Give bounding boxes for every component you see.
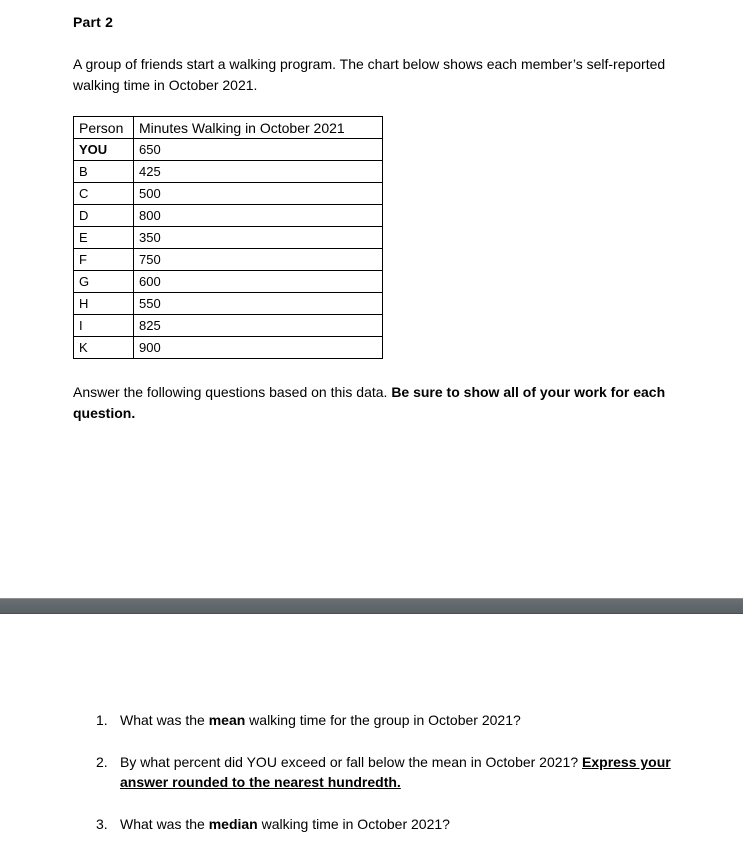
table-row [74, 183, 383, 205]
question-text: What was the [120, 816, 209, 832]
question-text: walking time for the group in October 2021? [245, 712, 521, 728]
cell-minutes: 425 [134, 161, 383, 183]
question-number: 1. [96, 712, 108, 728]
table-row [74, 271, 383, 293]
table-row [74, 249, 383, 271]
table-row [74, 337, 383, 359]
cell-person: K [74, 337, 134, 359]
table-row [74, 139, 383, 161]
header-minutes: Minutes Walking in October 2021 [134, 117, 383, 139]
question-keyword: mean [208, 712, 246, 728]
instructions-paragraph [73, 382, 713, 424]
cell-minutes: 500 [134, 183, 383, 205]
cell-person: G [74, 271, 134, 293]
intro-paragraph: A group of friends start a walking program. The chart below shows each member’s self-reported walking time in October 2021. [73, 56, 666, 93]
question-number: 2. [96, 754, 108, 770]
cell-person: B [74, 161, 134, 183]
page-divider [0, 598, 743, 614]
cell-person: C [74, 183, 134, 205]
cell-person: YOU [74, 139, 134, 161]
cell-minutes: 825 [134, 315, 383, 337]
part-title: Part 2 [73, 14, 114, 30]
question-list [96, 710, 716, 834]
cell-person: D [74, 205, 134, 227]
table-row [74, 227, 383, 249]
question-item [96, 752, 716, 792]
table-row [74, 293, 383, 315]
cell-minutes: 600 [134, 271, 383, 293]
question-keyword: median [208, 816, 258, 832]
table-row [74, 315, 383, 337]
cell-person: H [74, 293, 134, 315]
cell-minutes: 900 [134, 337, 383, 359]
question-text: walking time in October 2021? [257, 816, 450, 832]
cell-person: E [74, 227, 134, 249]
question-item [96, 814, 716, 834]
question-number: 3. [96, 816, 108, 832]
table-row [74, 205, 383, 227]
cell-minutes: 550 [134, 293, 383, 315]
question-item [96, 710, 716, 730]
table-row [74, 161, 383, 183]
cell-person: I [74, 315, 134, 337]
cell-minutes: 750 [134, 249, 383, 271]
question-text: What was the [120, 712, 209, 728]
cell-minutes: 650 [134, 139, 383, 161]
cell-minutes: 800 [134, 205, 383, 227]
walking-data-table [73, 116, 383, 359]
instructions-text: Answer the following questions based on this data. [73, 384, 392, 400]
cell-person: F [74, 249, 134, 271]
question-text: By what percent did YOU exceed or fall below the mean in October 2021? [120, 754, 583, 770]
header-person: Person [74, 117, 134, 139]
instructions-emphasis: Be sure to show all of your work for each question. [73, 384, 666, 421]
table-header-row [74, 117, 383, 139]
question-keyword: Express your answer rounded to the nearest hundredth. [120, 754, 671, 790]
cell-minutes: 350 [134, 227, 383, 249]
